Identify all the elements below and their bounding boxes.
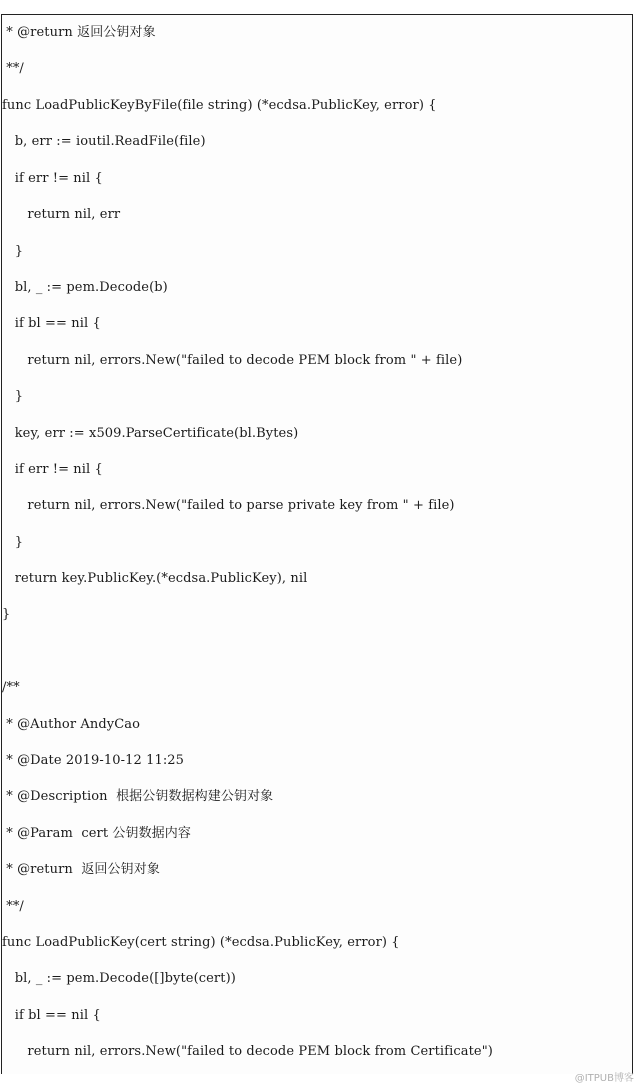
code-line: * @Date 2019-10-12 11:25 [2, 753, 185, 768]
code-line: bl, _ := pem.Decode([]byte(cert)) [2, 971, 236, 986]
code-line: * @Param cert 公钥数据内容 [2, 826, 191, 841]
code-line: } [2, 535, 24, 550]
code-line: * @return 返回公钥对象 [2, 862, 160, 877]
code-line: } [2, 244, 24, 259]
code-line: func LoadPublicKeyByFile(file string) (*ecdsa.PublicKey, error) { [2, 98, 437, 113]
code-line: if err != nil { [2, 462, 103, 477]
code-line: func LoadPublicKey(cert string) (*ecdsa.PublicKey, error) { [2, 935, 400, 950]
code-line: } [2, 607, 11, 622]
code-line: return nil, errors.New("failed to parse private key from " + file) [2, 498, 455, 513]
code-line: return nil, errors.New("failed to decode PEM block from " + file) [2, 353, 463, 368]
code-line: if err != nil { [2, 171, 103, 186]
code-line: **/ [2, 899, 24, 914]
code-line: /** [2, 680, 20, 695]
code-line: if bl == nil { [2, 1008, 101, 1023]
code-line: * @return 返回公钥对象 [2, 25, 156, 40]
code-line: return nil, errors.New("failed to decode PEM block from Certificate") [2, 1044, 493, 1059]
code-line: **/ [2, 61, 24, 76]
code-line: bl, _ := pem.Decode(b) [2, 280, 168, 295]
watermark: @ITPUB博客 [574, 1073, 634, 1084]
code-line: return key.PublicKey.(*ecdsa.PublicKey), nil [2, 571, 308, 586]
code-line: * @Description 根据公钥数据构建公钥对象 [2, 789, 274, 804]
code-line: * @Author AndyCao [2, 717, 141, 732]
code-line: key, err := x509.ParseCertificate(bl.Bytes) [2, 426, 299, 441]
code-line: b, err := ioutil.ReadFile(file) [2, 134, 206, 149]
code-line: return nil, err [2, 207, 121, 222]
code-block [1, 14, 633, 1074]
code-line: if bl == nil { [2, 316, 101, 331]
code-line: } [2, 389, 24, 404]
